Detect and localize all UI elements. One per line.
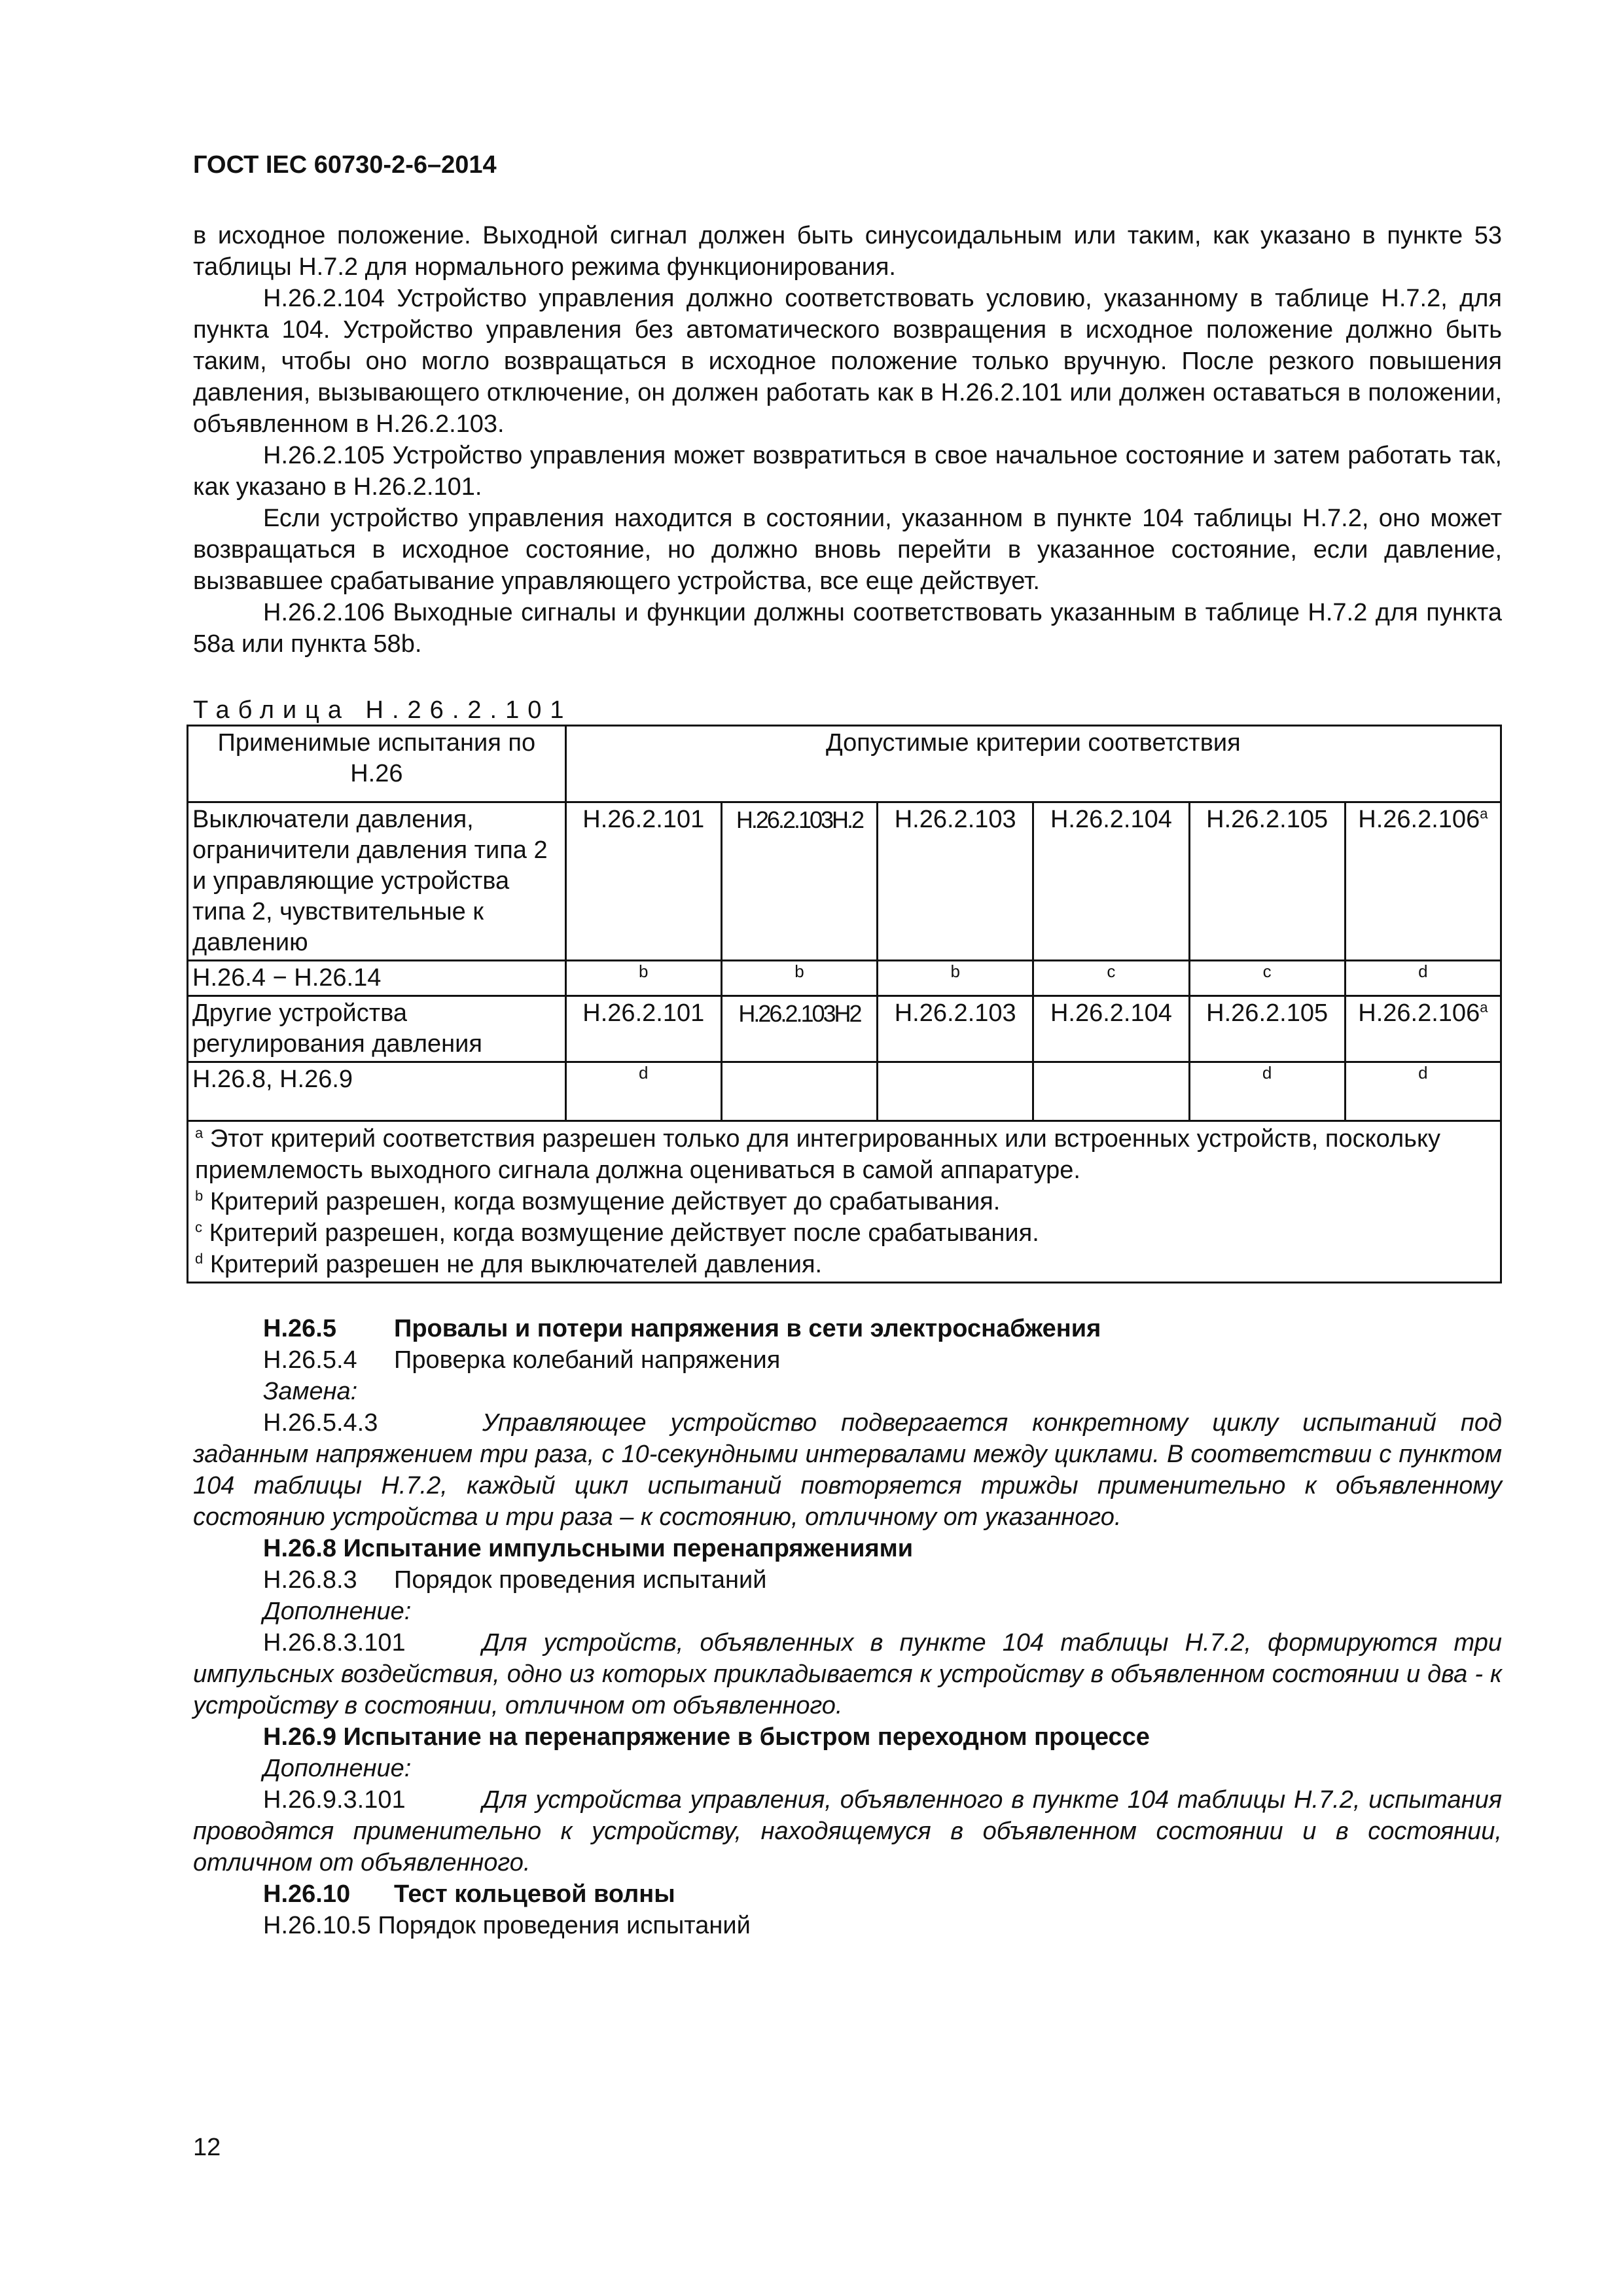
table-cell: Н.26.2.101	[565, 996, 721, 1062]
table-cell: Н.26.2.104	[1033, 802, 1189, 960]
table-row	[188, 802, 1501, 960]
table-cell: Н.26.2.103	[878, 996, 1033, 1062]
table-cell: b	[565, 960, 721, 996]
footnote: $^c$ Критерий разрешен, когда возмущение действует после срабатывания.	[195, 1218, 1039, 1247]
table-cell: c	[1189, 960, 1345, 996]
section-item: Н.26.5.4.3 Управляющее устройство подвергается конкретному циклу испытаний под заданным напряжением три раза, с 10-секундными интервалами между циклами. В соответствии с пунктом 104 таблицы Н.7.2, каждый цикл испытаний повторяется трижды применительно к объявленному состоянию устройства и три раза – к состоянию, отличному от указанного.	[193, 1408, 1502, 1531]
table-cell: Н.26.2.105	[1189, 996, 1345, 1062]
table-row	[188, 960, 1501, 996]
table-cell: Н.26.2.104	[1033, 996, 1189, 1062]
table-footnotes	[188, 1121, 1501, 1282]
table-footnotes-row	[188, 1121, 1501, 1282]
table-cell: Н.26.2.105	[1189, 802, 1345, 960]
row-label: Н.26.4 − Н.26.14	[188, 960, 566, 996]
table-cell: d	[1345, 960, 1501, 996]
table-header-tests: Применимые испытания по Н.26	[188, 725, 566, 802]
paragraph-1: в исходное положение. Выходной сигнал должен быть синусоидальным или таким, как указано в пункте 53 таблицы Н.7.2 для нормального режима функционирования.	[193, 221, 1502, 281]
table-cell: d	[1345, 1062, 1501, 1121]
table-cell: b	[721, 960, 877, 996]
paragraph-5: Н.26.2.106 Выходные сигналы и функции должны соответствовать указанным в таблице Н.7.2 для пункта 58а или пункта 58b.	[193, 598, 1502, 658]
row-label: Н.26.8, Н.26.9	[188, 1062, 566, 1121]
footnote: $^а$ Этот критерий соответствия разрешен только для интегрированных или встроенных устройств, поскольку приемлемость выходного сигнала должна оцениваться в самой аппаратуре.	[195, 1124, 1440, 1184]
subsection-heading: Н.26.8.3 Порядок проведения испытаний	[263, 1566, 767, 1594]
document-page	[193, 151, 1502, 1941]
paragraph-4: Если устройство управления находится в состоянии, указанном в пункте 104 таблицы Н.7.2, оно может возвращаться в исходное состояние, но должно вновь перейти в указанное состояние, если давление, вызвавшее срабатывание управляющего устройства, все еще действует.	[193, 504, 1502, 595]
section-note: Дополнение:	[263, 1597, 412, 1625]
section-heading: Н.26.10 Тест кольцевой волны	[263, 1880, 675, 1908]
paragraph-2: Н.26.2.104 Устройство управления должно соответствовать условию, указанному в таблице Н.7.2, для пункта 104. Устройство управления без автоматического возвращения в исходное положение должно быть таким, чтобы оно могло возвращаться в исходное положение только вручную. После резкого повышения давления, вызывающего отключение, он должен работать как в Н.26.2.101 или должен оставаться в положении, объявленном в Н.26.2.103.	[193, 284, 1502, 438]
table-cell: Н.26.2.103Н.2	[721, 802, 877, 960]
document-header: ГОСТ IEC 60730-2-6–2014	[193, 151, 497, 179]
table-cell: $Н.26.2.106^а$	[1345, 802, 1501, 960]
table-cell: Н.26.2.103	[878, 802, 1033, 960]
footnote: $^b$ Критерий разрешен, когда возмущение действует до срабатывания.	[195, 1187, 1001, 1215]
criteria-table	[187, 725, 1502, 1283]
table-row	[188, 996, 1501, 1062]
table-header-criteria: Допустимые критерии соответствия	[565, 725, 1501, 802]
table-cell: Н.26.2.103Н2	[721, 996, 877, 1062]
row-label: Другие устройства регулирования давления	[188, 996, 566, 1062]
page-number: 12	[193, 2134, 221, 2161]
paragraph-3: Н.26.2.105 Устройство управления может возвратиться в свое начальное состояние и затем работать так, как указано в Н.26.2.101.	[193, 441, 1502, 501]
section-heading: Н.26.8 Испытание импульсными перенапряжениями	[263, 1534, 914, 1562]
table-caption: Таблица Н.26.2.101	[193, 696, 573, 724]
subsection-heading: Н.26.10.5 Порядок проведения испытаний	[263, 1911, 751, 1939]
table-row	[188, 1062, 1501, 1121]
table-cell	[721, 1062, 877, 1121]
section-note: Дополнение:	[263, 1754, 412, 1782]
table-cell: $Н.26.2.106^а$	[1345, 996, 1501, 1062]
table-cell: Н.26.2.101	[565, 802, 721, 960]
table-header-row	[188, 725, 1501, 802]
subsection-heading: Н.26.5.4 Проверка колебаний напряжения	[263, 1346, 781, 1374]
section-note: Замена:	[263, 1377, 358, 1405]
table-cell: d	[565, 1062, 721, 1121]
section-heading: Н.26.5 Провалы и потери напряжения в сети электроснабжения	[263, 1314, 1101, 1342]
section-item: Н.26.9.3.101 Для устройства управления, объявленного в пункте 104 таблицы Н.7.2, испытания проводятся применительно к устройству, находящемуся в объявленном состоянии и в состоянии, отличном от объявленного.	[193, 1785, 1502, 1876]
row-label: Выключатели давления, ограничители давления типа 2 и управляющие устройства типа 2, чувствительные к давлению	[188, 802, 566, 960]
table-cell: b	[878, 960, 1033, 996]
table-cell: d	[1189, 1062, 1345, 1121]
table-cell: c	[1033, 960, 1189, 996]
table-cell	[1033, 1062, 1189, 1121]
section-item: Н.26.8.3.101 Для устройств, объявленных в пункте 104 таблицы Н.7.2, формируются три импульсных воздействия, одно из которых прикладывается к устройству в объявленном состоянии и два - к устройству в состоянии, отличном от объявленного.	[193, 1628, 1502, 1719]
footnote: $^d$ Критерий разрешен не для выключателей давления.	[195, 1249, 823, 1278]
section-heading: Н.26.9 Испытание на перенапряжение в быстром переходном процессе	[263, 1723, 1150, 1751]
table-cell	[878, 1062, 1033, 1121]
